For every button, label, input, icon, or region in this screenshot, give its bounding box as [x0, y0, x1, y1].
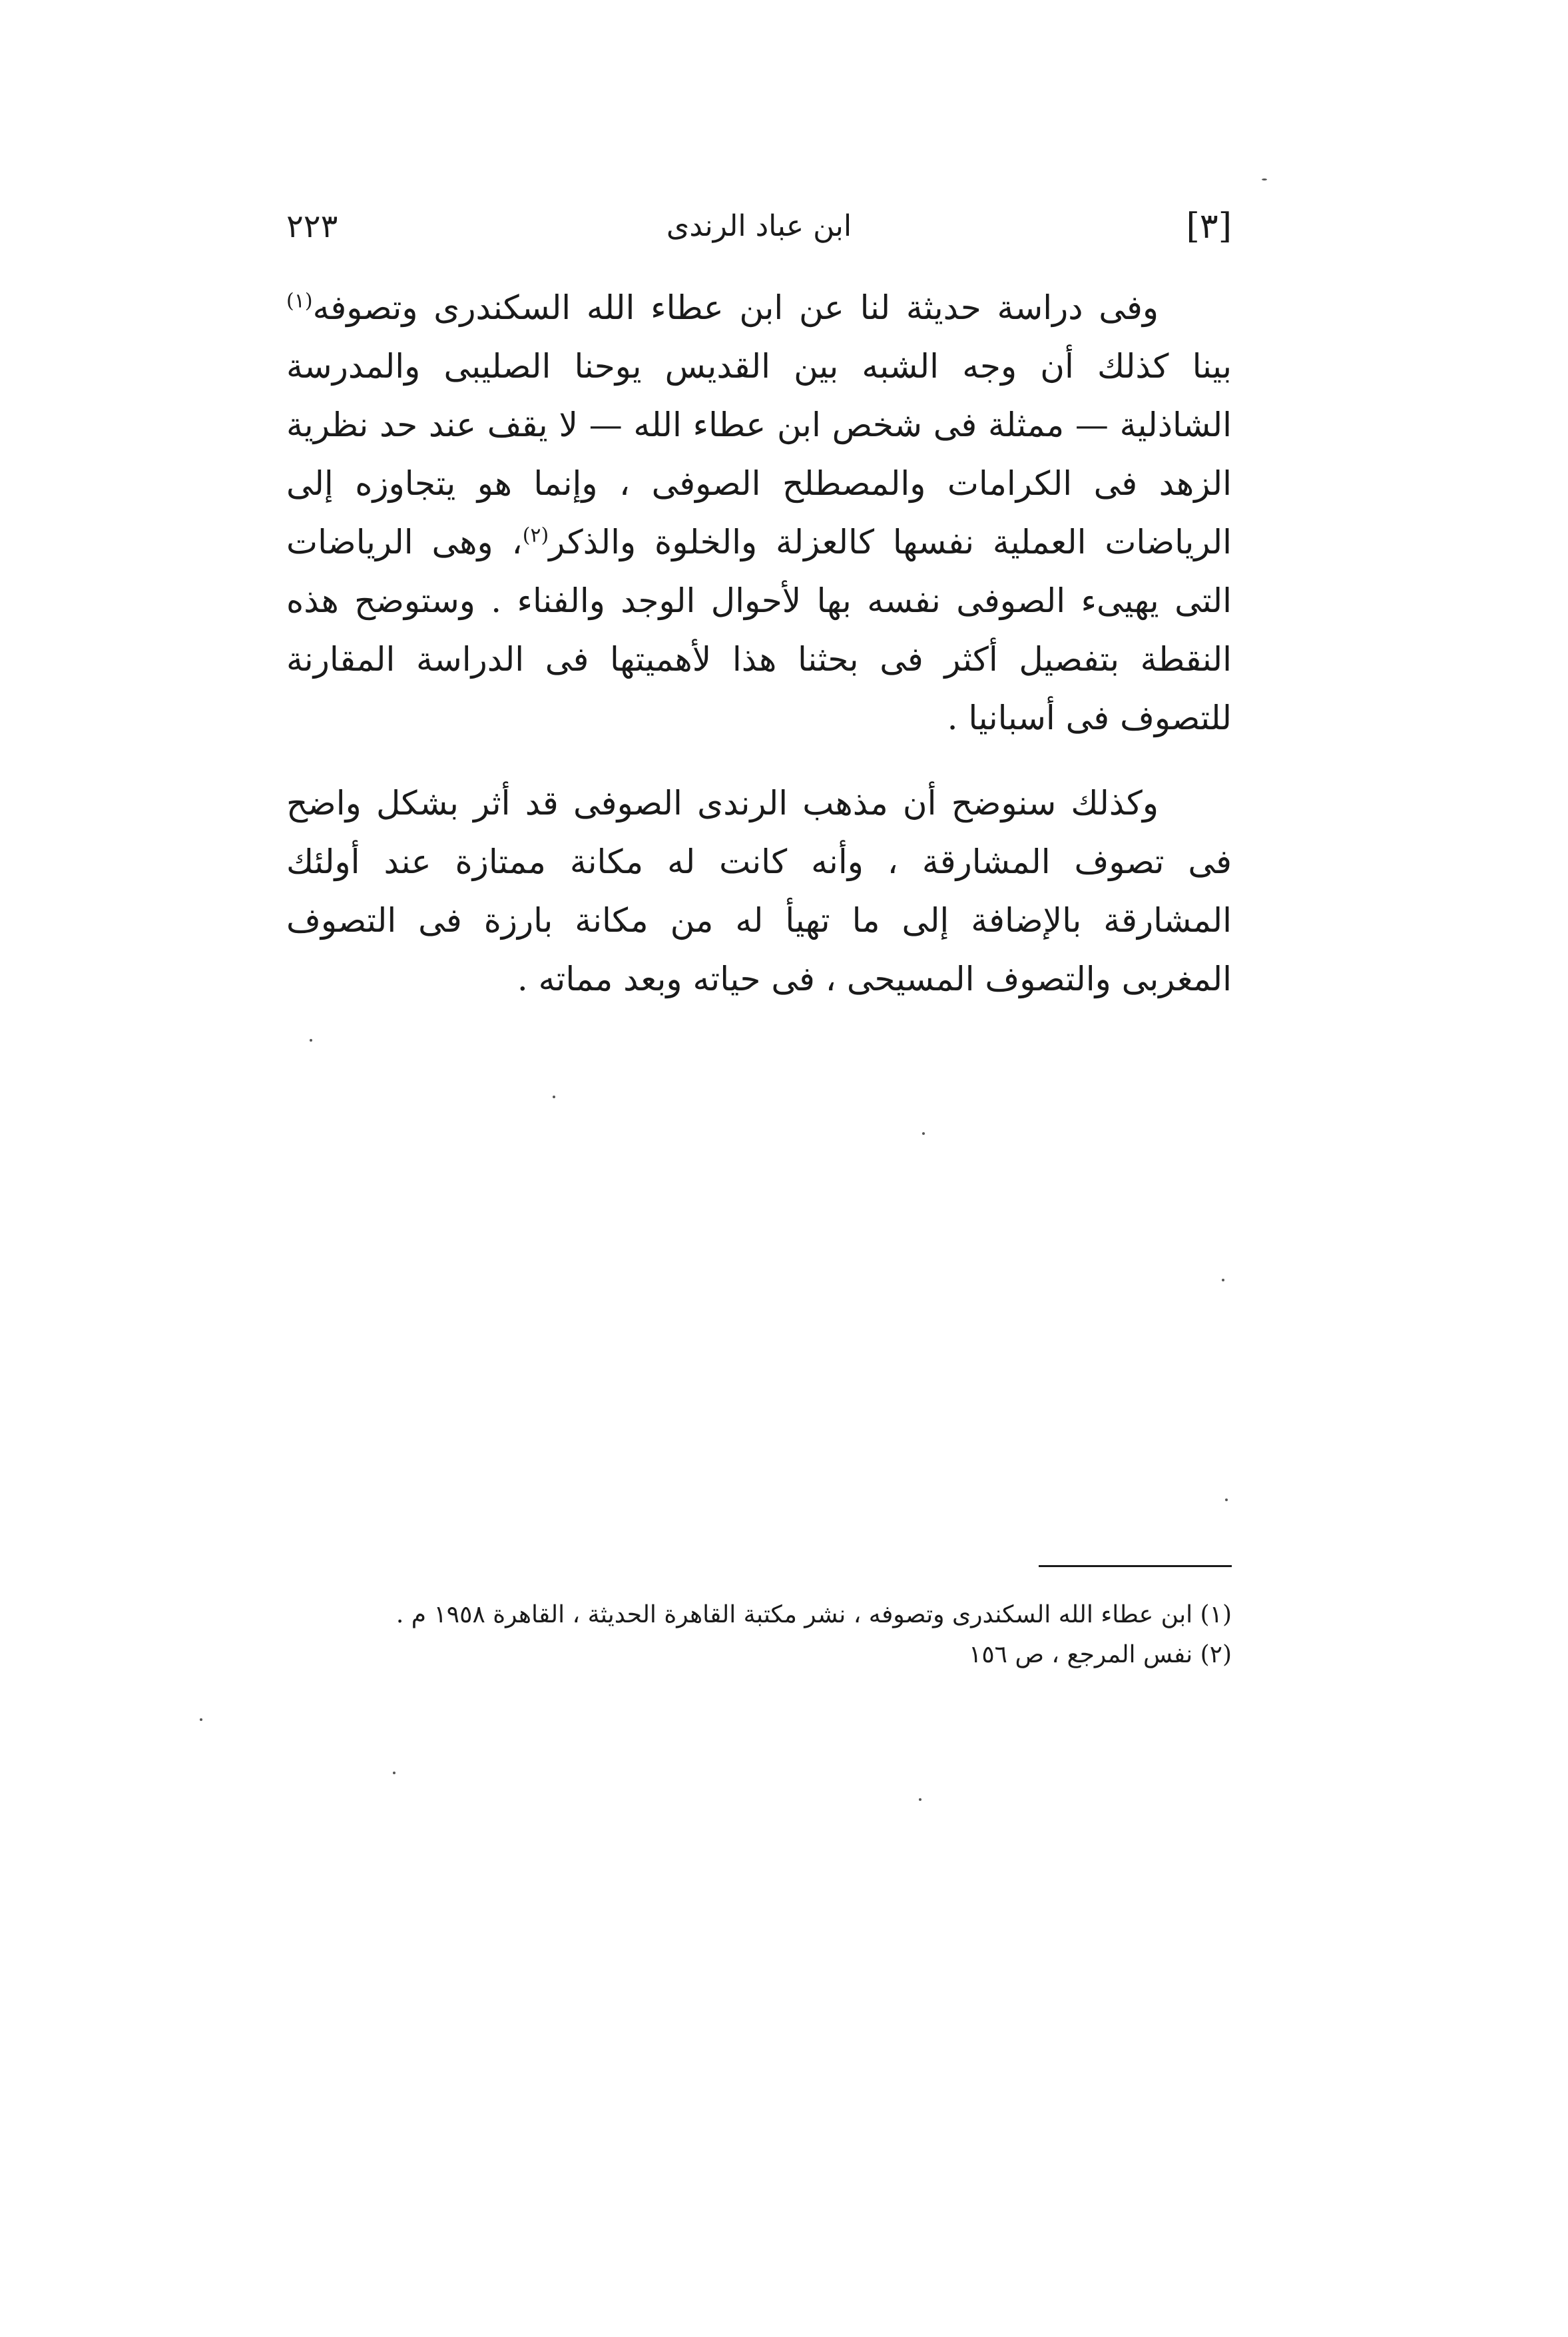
body-text — [286, 278, 1232, 1008]
paragraph-1-part-2: بينا كذلك أن وجه الشبه بين القديس يوحنا الصليبى والمدرسة الشاذلية — ممثلة فى شخص ابن عطاء الله — لا يقف عند حد نظرية الزهد فى الكرامات والمصطلح الصوفى ، وإنما هو يتجاوزه إلى الرياضات العملية نفسها كالعزلة والخلوة والذكر — [286, 347, 1232, 561]
scan-speck — [919, 1798, 921, 1801]
running-title: ابن عباد الرندى — [666, 209, 852, 243]
paragraph-1-part-3: ، وهى الرياضات التى يهيىء الصوفى نفسه بها لأحوال الوجد والفناء . وستوضح هذه النقطة بتفصيل أكثر فى بحثنا هذا لأهميتها فى الدراسة المقارنة للتصوف فى أسبانيا . — [286, 523, 1232, 737]
footnote-2: (٢) نفس المرجع ، ص ١٥٦ — [969, 1641, 1232, 1668]
page-number: ٢٢٣ — [286, 208, 338, 245]
scan-speck — [310, 1039, 312, 1042]
scan-speck — [553, 1096, 555, 1098]
footnote-1: (١) ابن عطاء الله السكندرى وتصوفه ، نشر مكتبة القاهرة الحديثة ، القاهرة ١٩٥٨ م . — [395, 1601, 1232, 1628]
section-mark: [٣] — [1186, 206, 1232, 246]
footnote-ref-1: (١) — [286, 289, 313, 313]
scan-speck — [1222, 1279, 1224, 1281]
paragraph-2: وكذلك سنوضح أن مذهب الرندى الصوفى قد أثر بشكل واضح فى تصوف المشارقة ، وأنه كانت له مكانة ممتازة عند أولئك المشارقة بالإضافة إلى ما تهيأ له من مكانة بارزة فى التصوف المغربى والتصوف المسيحى ، فى حياته وبعد مماته . — [286, 784, 1232, 998]
footnote-divider — [1039, 1565, 1232, 1567]
scan-speck — [922, 1132, 925, 1135]
footnotes — [286, 1595, 1232, 1675]
paragraph-1-part-1: وفى دراسة حديثة لنا عن ابن عطاء الله السكندرى وتصوفه — [312, 288, 1159, 327]
scan-speck — [1262, 178, 1267, 180]
paragraph-1 — [286, 278, 1232, 747]
scan-speck — [393, 1772, 395, 1774]
scan-speck — [200, 1718, 202, 1721]
footnote-ref-2: (٢) — [522, 523, 549, 547]
page-header — [286, 200, 1232, 253]
scan-speck — [1225, 1499, 1228, 1501]
